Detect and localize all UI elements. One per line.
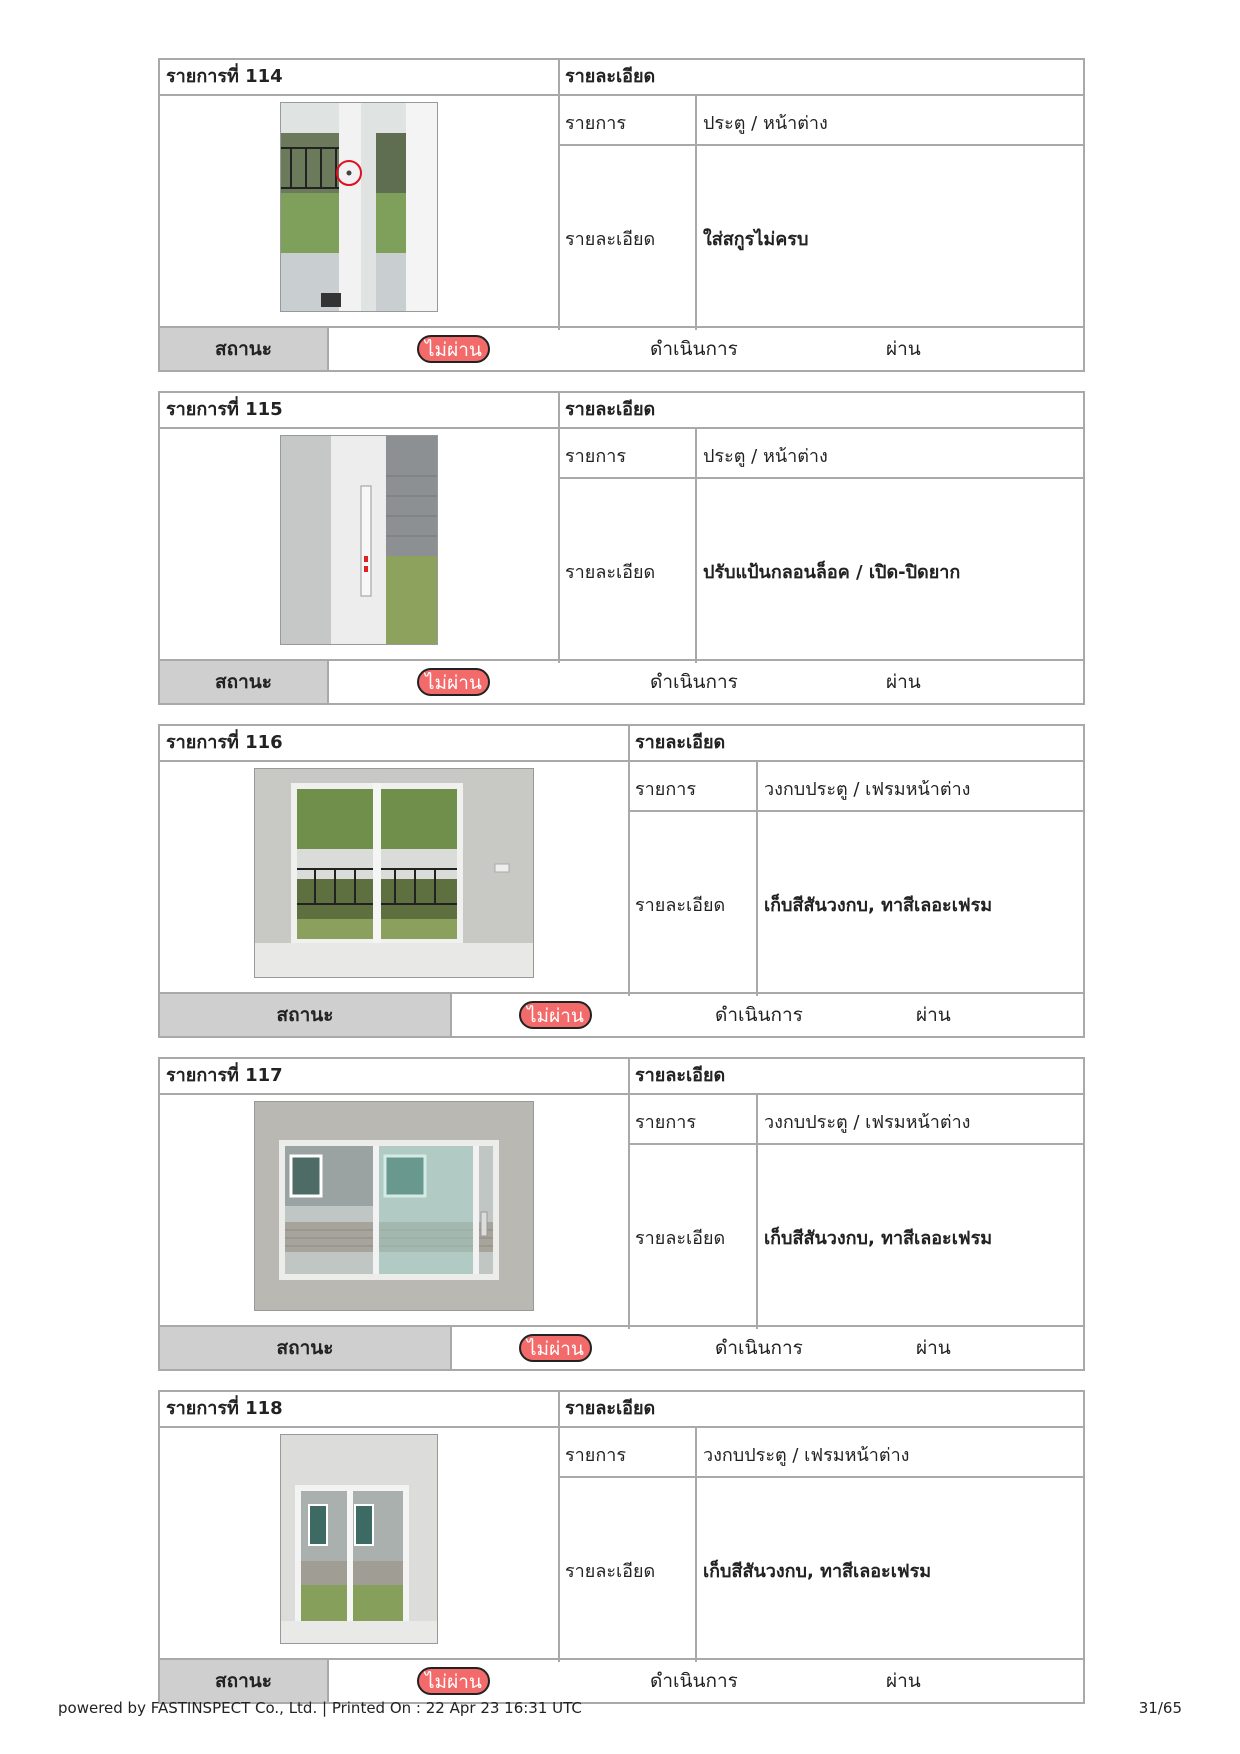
door-frame-photo <box>281 1435 438 1644</box>
item-label: รายการ <box>635 1112 696 1133</box>
item-value: วงกบประตู / เฟรมหน้าต่าง <box>703 1445 910 1466</box>
inspection-photo[interactable] <box>280 435 438 645</box>
inspection-photo[interactable] <box>280 102 438 312</box>
inspection-photo[interactable] <box>254 1101 534 1311</box>
item-title: รายการที่ 117 <box>166 1065 283 1086</box>
item-label: รายการ <box>565 446 626 467</box>
status-option-pass[interactable]: ผ่าน <box>886 671 921 693</box>
detail-value: ปรับแป้นกลอนล็อค / เปิด-ปิดยาก <box>703 562 961 583</box>
item-value: ประตู / หน้าต่าง <box>703 113 828 134</box>
item-value: วงกบประตู / เฟรมหน้าต่าง <box>764 1112 971 1133</box>
detail-header: รายละเอียด <box>565 399 656 420</box>
sliding-door-photo <box>255 769 534 978</box>
card-header <box>160 726 1083 762</box>
status-option-in-progress[interactable]: ดำเนินการ <box>650 338 738 360</box>
inspection-item-116 <box>158 724 1085 1038</box>
detail-label: รายละเอียด <box>565 1561 656 1582</box>
inspection-item-118 <box>158 1390 1085 1704</box>
detail-header: รายละเอียด <box>635 1065 726 1086</box>
item-value: ประตู / หน้าต่าง <box>703 446 828 467</box>
status-option-fail[interactable]: ไม่ผ่าน <box>519 1334 592 1362</box>
inspection-photo[interactable] <box>254 768 534 978</box>
item-value: วงกบประตู / เฟรมหน้าต่าง <box>764 779 971 800</box>
detail-header: รายละเอียด <box>565 66 656 87</box>
door-lock-photo <box>281 436 438 645</box>
status-row <box>160 326 1083 370</box>
detail-label: รายละเอียด <box>565 229 656 250</box>
status-option-pass[interactable]: ผ่าน <box>886 338 921 360</box>
status-label: สถานะ <box>160 661 329 703</box>
detail-value: เก็บสีสันวงกบ, ทาสีเลอะเฟรม <box>764 1228 993 1249</box>
item-title: รายการที่ 114 <box>166 66 283 87</box>
status-label: สถานะ <box>160 1327 452 1369</box>
window-frame-photo <box>255 1102 534 1311</box>
status-option-pass[interactable]: ผ่าน <box>916 1337 951 1359</box>
detail-value: เก็บสีสันวงกบ, ทาสีเลอะเฟรม <box>703 1561 932 1582</box>
inspection-item-114 <box>158 58 1085 372</box>
status-row <box>160 1325 1083 1369</box>
status-option-in-progress[interactable]: ดำเนินการ <box>715 1337 803 1359</box>
detail-header: รายละเอียด <box>635 732 726 753</box>
status-option-pass[interactable]: ผ่าน <box>886 1670 921 1692</box>
item-title: รายการที่ 116 <box>166 732 283 753</box>
detail-label: รายละเอียด <box>635 1228 726 1249</box>
status-row <box>160 1658 1083 1702</box>
item-label: รายการ <box>635 779 696 800</box>
status-option-in-progress[interactable]: ดำเนินการ <box>650 1670 738 1692</box>
footer-credit: powered by FASTINSPECT Co., Ltd. | Printed On : 22 Apr 23 16:31 UTC <box>58 1699 582 1717</box>
page-number: 31/65 <box>1138 1699 1182 1717</box>
door-screw-photo <box>281 103 438 312</box>
status-option-in-progress[interactable]: ดำเนินการ <box>650 671 738 693</box>
detail-header: รายละเอียด <box>565 1398 656 1419</box>
item-label: รายการ <box>565 1445 626 1466</box>
item-title: รายการที่ 118 <box>166 1398 283 1419</box>
status-label: สถานะ <box>160 1660 329 1702</box>
status-label: สถานะ <box>160 994 452 1036</box>
item-title: รายการที่ 115 <box>166 399 283 420</box>
detail-label: รายละเอียด <box>635 895 726 916</box>
detail-label: รายละเอียด <box>565 562 656 583</box>
detail-value: เก็บสีสันวงกบ, ทาสีเลอะเฟรม <box>764 895 993 916</box>
status-option-fail[interactable]: ไม่ผ่าน <box>417 668 490 696</box>
card-header <box>160 1059 1083 1095</box>
status-option-in-progress[interactable]: ดำเนินการ <box>715 1004 803 1026</box>
inspection-item-117 <box>158 1057 1085 1371</box>
inspection-photo[interactable] <box>280 1434 438 1644</box>
status-label: สถานะ <box>160 328 329 370</box>
status-row <box>160 992 1083 1036</box>
inspection-item-115 <box>158 391 1085 705</box>
status-row <box>160 659 1083 703</box>
status-option-fail[interactable]: ไม่ผ่าน <box>519 1001 592 1029</box>
detail-value: ใส่สกูรไม่ครบ <box>703 229 809 250</box>
status-option-fail[interactable]: ไม่ผ่าน <box>417 335 490 363</box>
status-option-pass[interactable]: ผ่าน <box>916 1004 951 1026</box>
item-label: รายการ <box>565 113 626 134</box>
status-option-fail[interactable]: ไม่ผ่าน <box>417 1667 490 1695</box>
